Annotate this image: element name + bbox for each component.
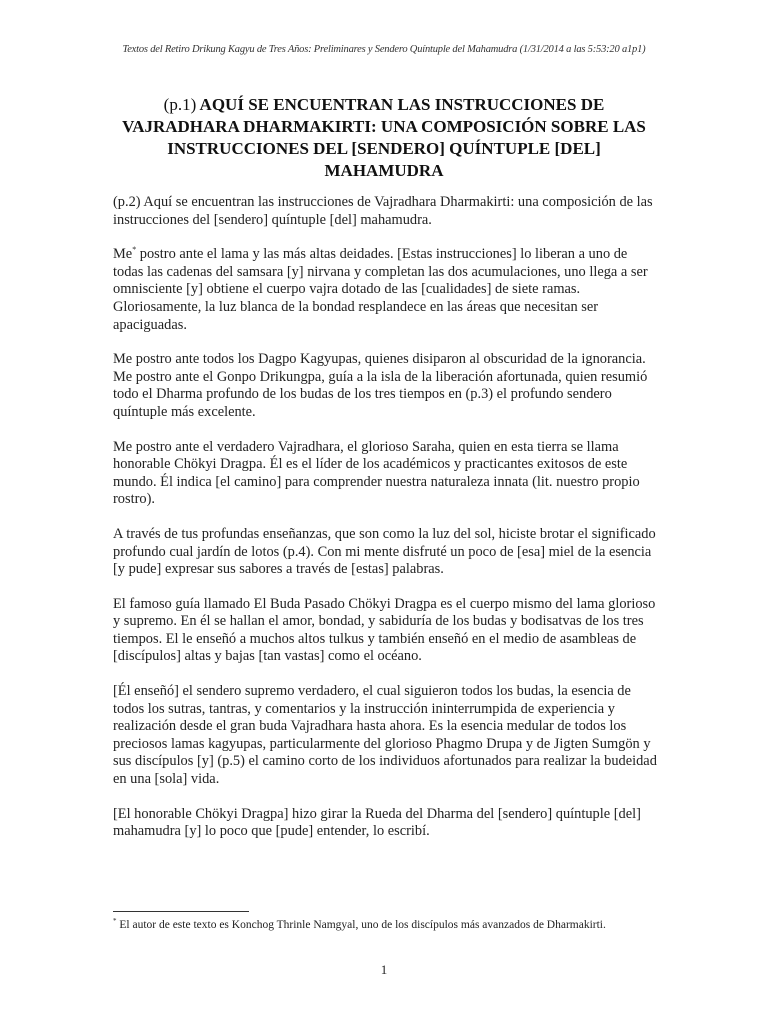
title-text: AQUÍ SE ENCUENTRAN LAS INSTRUCCIONES DE VAJRADHARA DHARMAKIRTI: UNA COMPOSICIÓN SOBRE LAS INSTRUCCIONES DEL [SENDERO] QUÍNTUPLE [DEL] MAHAMUDRA <box>122 95 646 180</box>
footnote-reference[interactable]: * <box>132 245 137 255</box>
document-body <box>113 194 657 858</box>
paragraph-8: [El honorable Chökyi Dragpa] hizo girar la Rueda del Dharma del [sendero] quíntuple [del] mahamudra [y] lo poco que [pude] entender, lo escribí. <box>113 805 641 840</box>
paragraph-6: El famoso guía llamado El Buda Pasado Chökyi Dragpa es el cuerpo mismo del lama glorioso y supremo. En él se hallan el amor, bondad, y sabiduría de los budas y bodisatvas de los tres tiempos. El le enseñó a muchos altos tulkus y también enseñó en el medio de asambleas de [discípulos] altas y bajas [tan vastas] como el océano. <box>113 595 656 665</box>
paragraph-1: (p.2) Aquí se encuentran las instrucciones de Vajradhara Dharmakirti: una composición de las instrucciones del [sendero] quíntuple [del] mahamudra. <box>113 194 653 228</box>
paragraph-3: Me postro ante todos los Dagpo Kagyupas, quienes disiparon al obscuridad de la ignorancia. Me postro ante el Gonpo Drikungpa, guía a la isla de la liberación afortunada, quien resumió todo el Dharma profundo de los budas de los tres tiempos en (p.3) el profundo sendero quíntuple más excelente. <box>113 351 648 420</box>
footnote <box>113 918 673 932</box>
paragraph-7: [Él enseñó] el sendero supremo verdadero, el cual siguieron todos los budas, la esencia de todos los sutras, tantras, y comentarios y la instrucción ininterrumpida de experiencia y realización desde el gran buda Vajradhara hasta ahora. Es la esencia medular de todos los preciosos lamas kagyupas, particularmente del glorioso Phagmo Drupa y de Jigten Sumgön y sus discípulos [y] (p.5) el camino corto de los individuos afortunados para realizar la budeidad en una [sola] vida. <box>113 683 657 788</box>
footnote-marker: * <box>113 917 117 926</box>
page-number: 1 <box>380 962 388 977</box>
paragraph-4: Me postro ante el verdadero Vajradhara, el glorioso Saraha, quien en esta tierra se llama honorable Chökyi Dragpa. Él es el líder de los académicos y practicantes exitosos de este mundo. Él indica [el camino] para comprender nuestra naturaleza innata (lit. nuestro propio rostro). <box>113 438 640 508</box>
paragraph-2-rest: postro ante el lama y las más altas deidades. [Estas instrucciones] lo liberan a uno de todas las cadenas del samsara [y] nirvana y completan las dos acumulaciones, uno llega a ser omnisciente [y] obtiene el cuerpo vajra dotado de las [cualidades] de siete ramas. Gloriosamente, la luz blanca de la bondad resplandece en las áreas que necesitan ser apaciguadas. <box>113 246 648 333</box>
title-page-reference: (p.1) <box>163 95 197 114</box>
paragraph-5: A través de tus profundas enseñanzas, que son como la luz del sol, hiciste brotar el significado profundo cual jardín de lotos (p.4). Con mi mente disfruté un poco de [esa] miel de la esencia [y pude] expresar sus sabores a través de [estas] palabras. <box>113 525 656 578</box>
paragraph-2-start: Me <box>113 246 133 263</box>
footnote-separator <box>113 911 249 912</box>
running-header: Textos del Retiro Drikung Kagyu de Tres Años: Preliminares y Sendero Quíntuple del Mahamudra (1/31/2014 a las 5:53:20 a1p1) <box>122 44 646 55</box>
document-title <box>112 94 656 182</box>
footnote-text: El autor de este texto es Konchog Thrinle Namgyal, uno de los discípulos más avanzados de Dharmakirti. <box>116 919 606 931</box>
paragraph-2 <box>113 246 657 334</box>
